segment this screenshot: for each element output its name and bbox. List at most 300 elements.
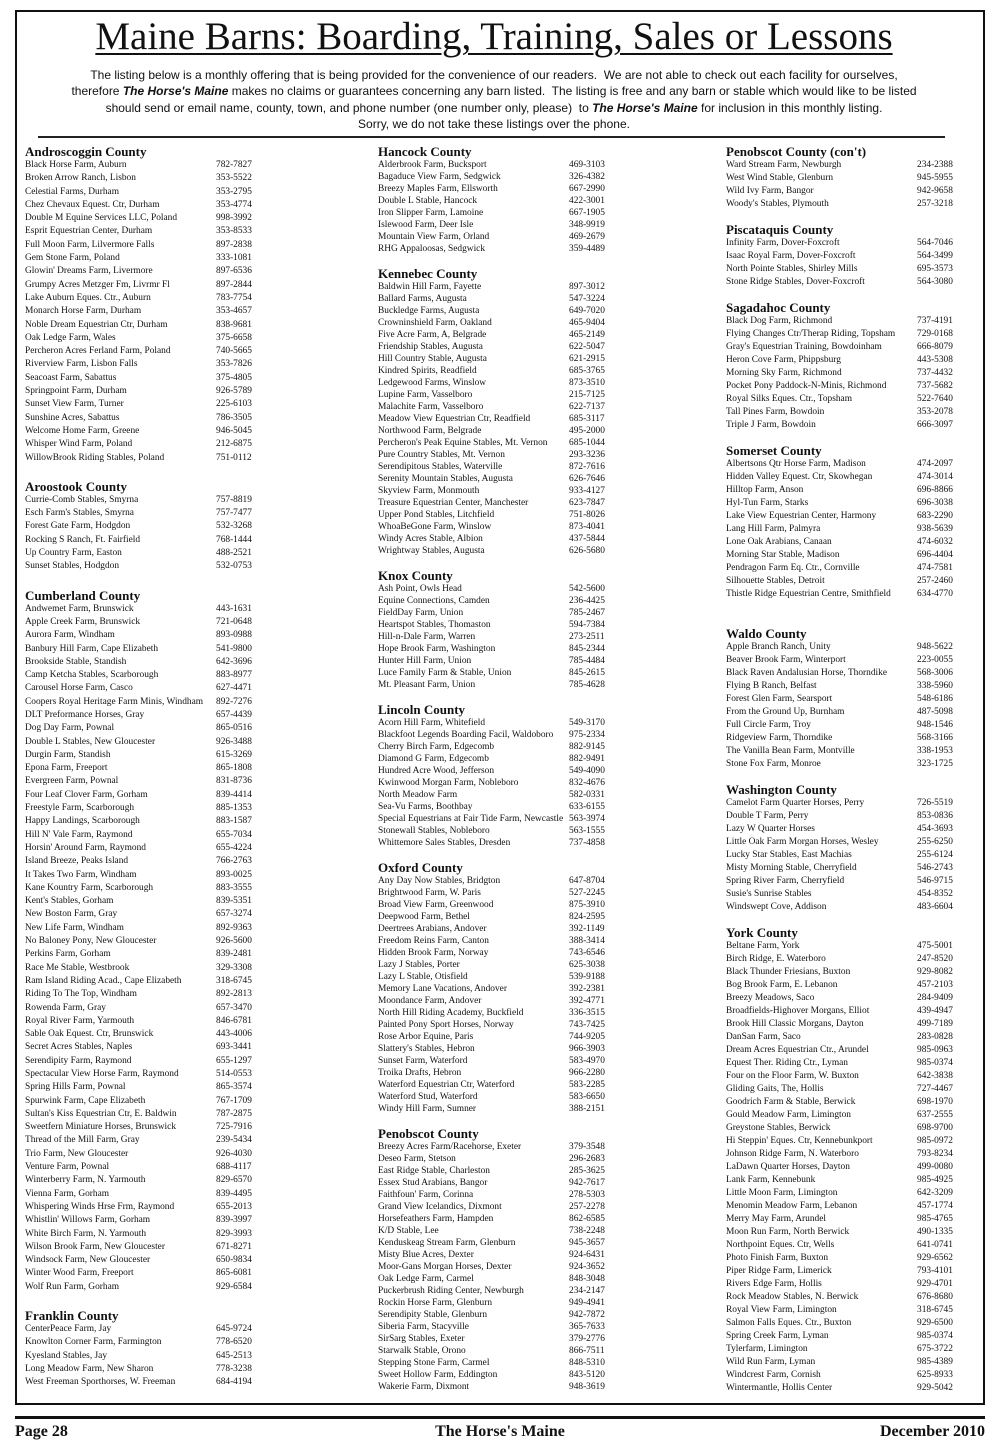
listing-entry (25, 438, 257, 451)
listing-phone: 998-3992 (216, 213, 252, 224)
listing-name: Wild Ivy Farm, Bangor (726, 186, 814, 196)
listing-entry (378, 281, 610, 293)
listing-entry (378, 983, 610, 995)
listing-phone: 329-3308 (216, 962, 252, 973)
listing-entry (25, 815, 257, 828)
listing-phone: 698-9700 (917, 1123, 953, 1133)
listing-phone: 338-1953 (917, 746, 953, 756)
listing-name: Race Me Stable, Westbrook (25, 962, 130, 973)
listing-entry (25, 1081, 257, 1094)
listing-entry (726, 471, 958, 484)
listing-entry (25, 802, 257, 815)
listing-name: Percheron Acres Ferland Farm, Poland (25, 346, 171, 357)
listing-phone: 437-5844 (569, 534, 605, 544)
listing-name: East Ridge Stable, Charleston (378, 1166, 490, 1176)
listing-name: Blackfoot Legends Boarding Facil, Waldoboro (378, 730, 554, 740)
listing-phone: 846-6781 (216, 1015, 252, 1026)
listing-entry (726, 419, 958, 432)
listing-name: Sunshine Acres, Sabattus (25, 412, 120, 423)
listing-name: Royal Silks Eques. Ctr., Topsham (726, 394, 852, 404)
listing-name: Infinity Farm, Dover-Foxcroft (726, 238, 840, 248)
listing-entry (726, 341, 958, 354)
listing-entry (378, 341, 610, 353)
county-section (726, 145, 958, 211)
listing-name: Ballard Farms, Augusta (378, 294, 467, 304)
listing-entry (25, 425, 257, 438)
listing-name: Hidden Brook Farm, Norway (378, 948, 489, 958)
listing-entry (378, 219, 610, 231)
listing-entry (726, 1278, 958, 1291)
listing-phone: 215-7125 (569, 390, 605, 400)
listing-phone: 454-3693 (917, 824, 953, 834)
county-section (378, 267, 610, 557)
listing-name: North Meadow Farm (378, 790, 458, 800)
listing-entry (378, 765, 610, 777)
listing-entry (726, 823, 958, 836)
listing-name: No Baloney Pony, New Gloucester (25, 936, 157, 947)
listing-name: It Takes Two Farm, Windham (25, 869, 137, 880)
listing-name: Breezy Maples Farm, Ellsworth (378, 184, 498, 194)
listing-name: Pocket Pony Paddock-N-Minis, Richmond (726, 381, 887, 391)
listing-phone: 897-2838 (216, 239, 252, 250)
listing-entry (726, 380, 958, 393)
county-heading: Piscataquis County (726, 222, 834, 237)
listing-entry (726, 862, 958, 875)
listing-phone: 454-8352 (917, 889, 953, 899)
listing-name: Hidden Valley Equest. Ctr, Skowhegan (726, 472, 873, 482)
listing-name: Spurwink Farm, Cape Elizabeth (25, 1095, 146, 1106)
listing-entry (25, 292, 257, 305)
listing-entry (25, 507, 257, 520)
listing-name: Esch Farm's Stables, Smyrna (25, 508, 134, 519)
listing-name: Hill-n-Dale Farm, Warren (378, 632, 476, 642)
listing-entry (378, 911, 610, 923)
listing-phone: 666-3097 (917, 420, 953, 430)
intro-line-1 (0, 67, 988, 83)
listing-name: Beltane Farm, York (726, 941, 800, 951)
listing-entry (726, 1044, 958, 1057)
listing-phone: 685-1044 (569, 438, 605, 448)
listing-entry (726, 458, 958, 471)
listing-name: Rocking S Ranch, Ft. Fairfield (25, 534, 141, 545)
listing-entry (726, 237, 958, 250)
listing-entry (726, 875, 958, 888)
listing-phone: 257-2460 (917, 576, 953, 586)
listing-name: Albertsons Qtr Horse Farm, Madison (726, 459, 866, 469)
listing-phone: 751-8026 (569, 510, 605, 520)
listing-name: Epona Farm, Freeport (25, 763, 108, 774)
listing-name: Crowninshield Farm, Oakland (378, 318, 492, 328)
listing-phone: 392-4771 (569, 996, 605, 1006)
listing-entry (726, 1330, 958, 1343)
listing-entry (726, 667, 958, 680)
listing-entry (726, 588, 958, 601)
listing-phone: 929-6584 (216, 1281, 252, 1292)
listing-name: Camelot Farm Quarter Horses, Perry (726, 798, 865, 808)
listing-phone: 365-7633 (569, 1322, 605, 1332)
listing-entry (726, 393, 958, 406)
listing-phone: 293-3236 (569, 450, 605, 460)
listing-entry (726, 315, 958, 328)
listing-phone: 273-2511 (569, 632, 605, 642)
listing-name: Whittemore Sales Stables, Dresden (378, 838, 511, 848)
listing-entry (25, 696, 257, 709)
listing-name: Carousel Horse Farm, Casco (25, 683, 133, 694)
listing-name: Waterford Equestrian Ctr, Waterford (378, 1080, 515, 1090)
listing-name: Serendipitous Stables, Waterville (378, 462, 503, 472)
listing-name: White Birch Farm, N. Yarmouth (25, 1228, 147, 1239)
listing-phone: 985-4389 (917, 1357, 953, 1367)
listing-phone: 696-4404 (917, 550, 953, 560)
listing-phone: 353-4774 (216, 199, 252, 210)
listing-entry (378, 1165, 610, 1177)
listing-entry (378, 801, 610, 813)
listing-phone: 872-7616 (569, 462, 605, 472)
listing-entry (378, 717, 610, 729)
listing-phone: 832-4676 (569, 778, 605, 788)
listing-phone: 721-0648 (216, 616, 252, 627)
listing-phone: 257-2278 (569, 1202, 605, 1212)
listing-phone: 359-4489 (569, 244, 605, 254)
listing-phone: 729-0168 (917, 329, 953, 339)
listing-name: Gould Meadow Farm, Limington (726, 1110, 851, 1120)
listing-name: Percheron's Peak Equine Stables, Mt. Vernon (378, 438, 548, 448)
listing-phone: 539-9188 (569, 972, 605, 982)
listing-phone: 743-6546 (569, 948, 605, 958)
listing-name: Bog Brook Farm, E. Lebanon (726, 980, 838, 990)
listing-entry (726, 836, 958, 849)
listing-name: North Hill Riding Academy, Buckfield (378, 1008, 524, 1018)
listing-phone: 375-4805 (216, 372, 252, 383)
listing-name: Photo Finish Farm, Buxton (726, 1253, 829, 1263)
listing-name: Hi Steppin' Eques. Ctr, Kennebunkport (726, 1136, 873, 1146)
listing-name: Black Dog Farm, Richmond (726, 316, 833, 326)
listing-phone: 727-4467 (917, 1084, 953, 1094)
listing-name: Springpoint Farm, Durham (25, 386, 127, 397)
listing-entry (726, 979, 958, 992)
listing-entry (25, 332, 257, 345)
listing-name: Moor-Gans Morgan Horses, Dexter (378, 1262, 512, 1272)
listing-phone: 938-5639 (917, 524, 953, 534)
listing-entry (726, 1031, 958, 1044)
listing-entry (726, 1096, 958, 1109)
listing-phone: 546-9715 (917, 876, 953, 886)
listing-entry (378, 449, 610, 461)
listing-entry (25, 789, 257, 802)
listing-phone: 985-0374 (917, 1058, 953, 1068)
listing-phone: 563-3974 (569, 814, 605, 824)
listing-phone: 296-2683 (569, 1154, 605, 1164)
listing-entry (25, 935, 257, 948)
listing-name: North Pointe Stables, Shirley Mills (726, 264, 858, 274)
listing-name: Gliding Gaits, The, Hollis (726, 1084, 824, 1094)
county-heading: Penobscot County (con't) (726, 144, 867, 159)
listing-name: Merry May Farm, Arundel (726, 1214, 826, 1224)
listing-name: Goodrich Farm & Stable, Berwick (726, 1097, 856, 1107)
listing-name: Piper Ridge Farm, Limerick (726, 1266, 832, 1276)
county-heading: Kennebec County (378, 266, 478, 281)
listing-phone: 634-4770 (917, 589, 953, 599)
listing-entry (378, 1345, 610, 1357)
listing-phone: 457-2103 (917, 980, 953, 990)
listing-entry (726, 745, 958, 758)
listing-phone: 684-4194 (216, 1377, 252, 1388)
listing-name: Sable Oak Equest. Ctr, Brunswick (25, 1029, 154, 1040)
listing-phone: 892-7276 (216, 696, 252, 707)
listing-entry (378, 413, 610, 425)
listing-entry (378, 1237, 610, 1249)
listing-entry (25, 709, 257, 722)
listing-name: Islewood Farm, Deer Isle (378, 220, 474, 230)
listing-phone: 236-4425 (569, 596, 605, 606)
listing-entry (378, 753, 610, 765)
listing-entry (378, 1321, 610, 1333)
listing-name: Troika Drafts, Hebron (378, 1068, 462, 1078)
listing-name: Northwood Farm, Belgrade (378, 426, 482, 436)
listing-name: Sunset Stables, Hodgdon (25, 561, 120, 572)
listing-phone: 966-3903 (569, 1044, 605, 1054)
listing-entry (25, 494, 257, 507)
listing-name: Diamond G Farm, Edgecomb (378, 754, 489, 764)
listing-phone: 897-2844 (216, 279, 252, 290)
listing-phone: 626-7646 (569, 474, 605, 484)
listing-phone: 388-2151 (569, 1104, 605, 1114)
listing-name: New Life Farm, Windham (25, 922, 124, 933)
listing-entry (726, 1200, 958, 1213)
listing-entry (378, 401, 610, 413)
listing-entry (726, 1213, 958, 1226)
listing-phone: 942-7617 (569, 1178, 605, 1188)
listing-name: Greystone Stables, Berwick (726, 1123, 831, 1133)
listing-entry (25, 1108, 257, 1121)
listing-phone: 924-3652 (569, 1262, 605, 1272)
publication-name: The Horse's Maine (592, 100, 698, 115)
listing-name: Spring River Farm, Cherryfield (726, 876, 845, 886)
county-section (25, 1309, 257, 1389)
listing-entry (25, 1363, 257, 1376)
listing-entry (726, 510, 958, 523)
listing-phone: 865-0516 (216, 723, 252, 734)
listing-name: Full Circle Farm, Troy (726, 720, 811, 730)
listing-name: Ridgeview Farm, Thorndike (726, 733, 833, 743)
listing-entry (726, 1161, 958, 1174)
listing-phone: 625-3038 (569, 960, 605, 970)
listing-entry (25, 669, 257, 682)
listing-phone: 645-9724 (216, 1324, 252, 1335)
listing-name: Isaac Royal Farm, Dover-Foxcroft (726, 251, 856, 261)
listing-entry (378, 1055, 610, 1067)
listing-name: Perkins Farm, Gorham (25, 949, 111, 960)
county-section (25, 145, 257, 465)
listing-name: Northpoint Eques. Ctr, Wells (726, 1240, 835, 1250)
listing-phone: 737-5682 (917, 381, 953, 391)
listing-name: Serenity Mountain Stables, Augusta (378, 474, 513, 484)
listing-name: Windswept Cove, Addison (726, 902, 827, 912)
listing-entry (25, 1002, 257, 1015)
page-title: Maine Barns: Boarding, Training, Sales or Lessons (95, 15, 893, 58)
listing-name: Moon Run Farm, North Berwick (726, 1227, 850, 1237)
listing-name: Currie-Comb Stables, Smyrna (25, 494, 139, 505)
listing-name: Kwinwood Morgan Farm, Nobleboro (378, 778, 519, 788)
listing-phone: 622-5047 (569, 342, 605, 352)
county-heading: Lincoln County (378, 702, 466, 717)
listing-name: West Wind Stable, Glenburn (726, 173, 834, 183)
listing-phone: 768-1444 (216, 534, 252, 545)
listing-phone: 843-5120 (569, 1370, 605, 1380)
listing-name: Upper Pond Stables, Litchfield (378, 510, 495, 520)
listing-name: Up Country Farm, Easton (25, 548, 122, 559)
listing-entry (378, 353, 610, 365)
listing-name: Hope Brook Farm, Washington (378, 644, 496, 654)
listing-entry (726, 328, 958, 341)
county-heading: Hancock County (378, 144, 472, 159)
listing-entry (726, 276, 958, 289)
listing-phone: 255-6124 (917, 850, 953, 860)
listing-name: The Vanilla Bean Farm, Montville (726, 746, 855, 756)
listing-name: Noble Dream Equestrian Ctr, Durham (25, 319, 168, 330)
listing-phone: 392-2381 (569, 984, 605, 994)
listing-phone: 882-9491 (569, 754, 605, 764)
listing-phone: 744-9205 (569, 1032, 605, 1042)
listing-name: Iron Slipper Farm, Lamoine (378, 208, 484, 218)
listing-entry (726, 888, 958, 901)
listing-phone: 564-7046 (917, 238, 953, 248)
listing-entry (726, 549, 958, 562)
listing-entry (25, 1376, 257, 1389)
listing-phone: 650-9834 (216, 1255, 252, 1266)
listing-entry (378, 183, 610, 195)
listing-name: Gray's Equestrian Training, Bowdoinham (726, 342, 882, 352)
listing-name: Serendipity Stable, Glenburn (378, 1310, 488, 1320)
listing-entry (726, 719, 958, 732)
listing-phone: 647-8704 (569, 876, 605, 886)
listing-entry (726, 536, 958, 549)
listing-phone: 583-4970 (569, 1056, 605, 1066)
listing-entry (25, 682, 257, 695)
listing-name: SirSarg Stables, Exeter (378, 1334, 465, 1344)
listing-entry (25, 1254, 257, 1267)
listing-entry (25, 616, 257, 629)
listing-phone: 839-4495 (216, 1188, 252, 1199)
listing-name: Ledgewood Farms, Winslow (378, 378, 487, 388)
listing-entry (378, 377, 610, 389)
listing-phone: 283-0828 (917, 1032, 953, 1042)
listing-phone: 542-5600 (569, 584, 605, 594)
listing-phone: 948-5622 (917, 642, 953, 652)
listing-phone: 926-5600 (216, 936, 252, 947)
divider-rule (38, 136, 945, 138)
listing-name: Royal View Farm, Limington (726, 1305, 837, 1315)
listing-name: Tall Pines Farm, Bowdoin (726, 407, 825, 417)
listing-name: Venture Farm, Pownal (25, 1162, 110, 1173)
listing-entry (726, 849, 958, 862)
listing-phone: 541-9800 (216, 643, 252, 654)
listing-entry (726, 1018, 958, 1031)
listing-phone: 985-4765 (917, 1214, 953, 1224)
listing-entry (378, 1153, 610, 1165)
county-section (25, 480, 257, 574)
listing-name: Black Raven Andalusian Horse, Thorndike (726, 668, 887, 678)
listing-phone: 655-4224 (216, 842, 252, 853)
listing-name: Forest Gate Farm, Hodgdon (25, 521, 131, 532)
listing-entry (25, 547, 257, 560)
listing-phone: 622-7137 (569, 402, 605, 412)
listing-phone: 824-2595 (569, 912, 605, 922)
listing-entry (726, 198, 958, 211)
listing-name: Thread of the Mill Farm, Gray (25, 1135, 140, 1146)
listing-phone: 212-6875 (216, 439, 252, 450)
listing-entry (378, 389, 610, 401)
listing-phone: 929-4701 (917, 1279, 953, 1289)
listing-entry (25, 1055, 257, 1068)
listing-phone: 469-2679 (569, 232, 605, 242)
listing-name: Winter Wood Farm, Freeport (25, 1268, 134, 1279)
intro-line-4 (0, 116, 988, 132)
listing-phone: 457-1774 (917, 1201, 953, 1211)
listing-entry (378, 461, 610, 473)
listing-name: Waterford Stud, Waterford (378, 1092, 478, 1102)
listing-entry (378, 1273, 610, 1285)
listing-entry (726, 354, 958, 367)
listing-name: Knowlton Corner Farm, Farmington (25, 1337, 162, 1348)
listing-name: Freestyle Farm, Scarborough (25, 803, 135, 814)
listing-name: Brookside Stable, Standish (25, 656, 127, 667)
listing-entry (25, 603, 257, 616)
listing-entry (25, 749, 257, 762)
listing-entry (378, 1177, 610, 1189)
listing-entry (25, 1015, 257, 1028)
listing-name: Acorn Hill Farm, Whitefield (378, 718, 486, 728)
listing-phone: 582-0331 (569, 790, 605, 800)
listing-phone: 862-6585 (569, 1214, 605, 1224)
listing-phone: 388-3414 (569, 936, 605, 946)
listing-phone: 626-5680 (569, 546, 605, 556)
listing-name: Andwemet Farm, Brunswick (25, 603, 134, 614)
listing-name: Morning Star Stable, Madison (726, 550, 840, 560)
listing-entry (726, 706, 958, 719)
listing-column-3 (726, 145, 958, 1395)
listing-entry (378, 813, 610, 825)
listing-entry (378, 329, 610, 341)
listing-entry (25, 1214, 257, 1227)
listing-entry (378, 631, 610, 643)
listing-entry (25, 1228, 257, 1241)
listing-entry (378, 923, 610, 935)
listing-name: Dream Acres Equestrian Ctr., Arundel (726, 1045, 869, 1055)
listing-phone: 743-7425 (569, 1020, 605, 1030)
listing-entry (25, 1281, 257, 1294)
listing-phone: 469-3103 (569, 160, 605, 170)
listing-name: Lupine Farm, Vasselboro (378, 390, 473, 400)
listing-entry (378, 655, 610, 667)
listing-phone: 985-0374 (917, 1331, 953, 1341)
listing-entry (378, 243, 610, 255)
listing-phone: 439-4947 (917, 1006, 953, 1016)
listing-name: Secret Acres Stables, Naples (25, 1042, 133, 1053)
listing-entry (25, 239, 257, 252)
listing-name: Four on the Floor Farm, W. Buxton (726, 1071, 859, 1081)
listing-entry (25, 186, 257, 199)
listing-phone: 766-2763 (216, 856, 252, 867)
listing-entry (25, 212, 257, 225)
listing-phone: 845-2615 (569, 668, 605, 678)
listing-entry (726, 940, 958, 953)
listing-entry (378, 837, 610, 849)
listing-phone: 353-7826 (216, 359, 252, 370)
listing-phone: 655-1297 (216, 1055, 252, 1066)
listing-name: Lank Farm, Kennebunk (726, 1175, 816, 1185)
listing-entry (726, 1265, 958, 1278)
